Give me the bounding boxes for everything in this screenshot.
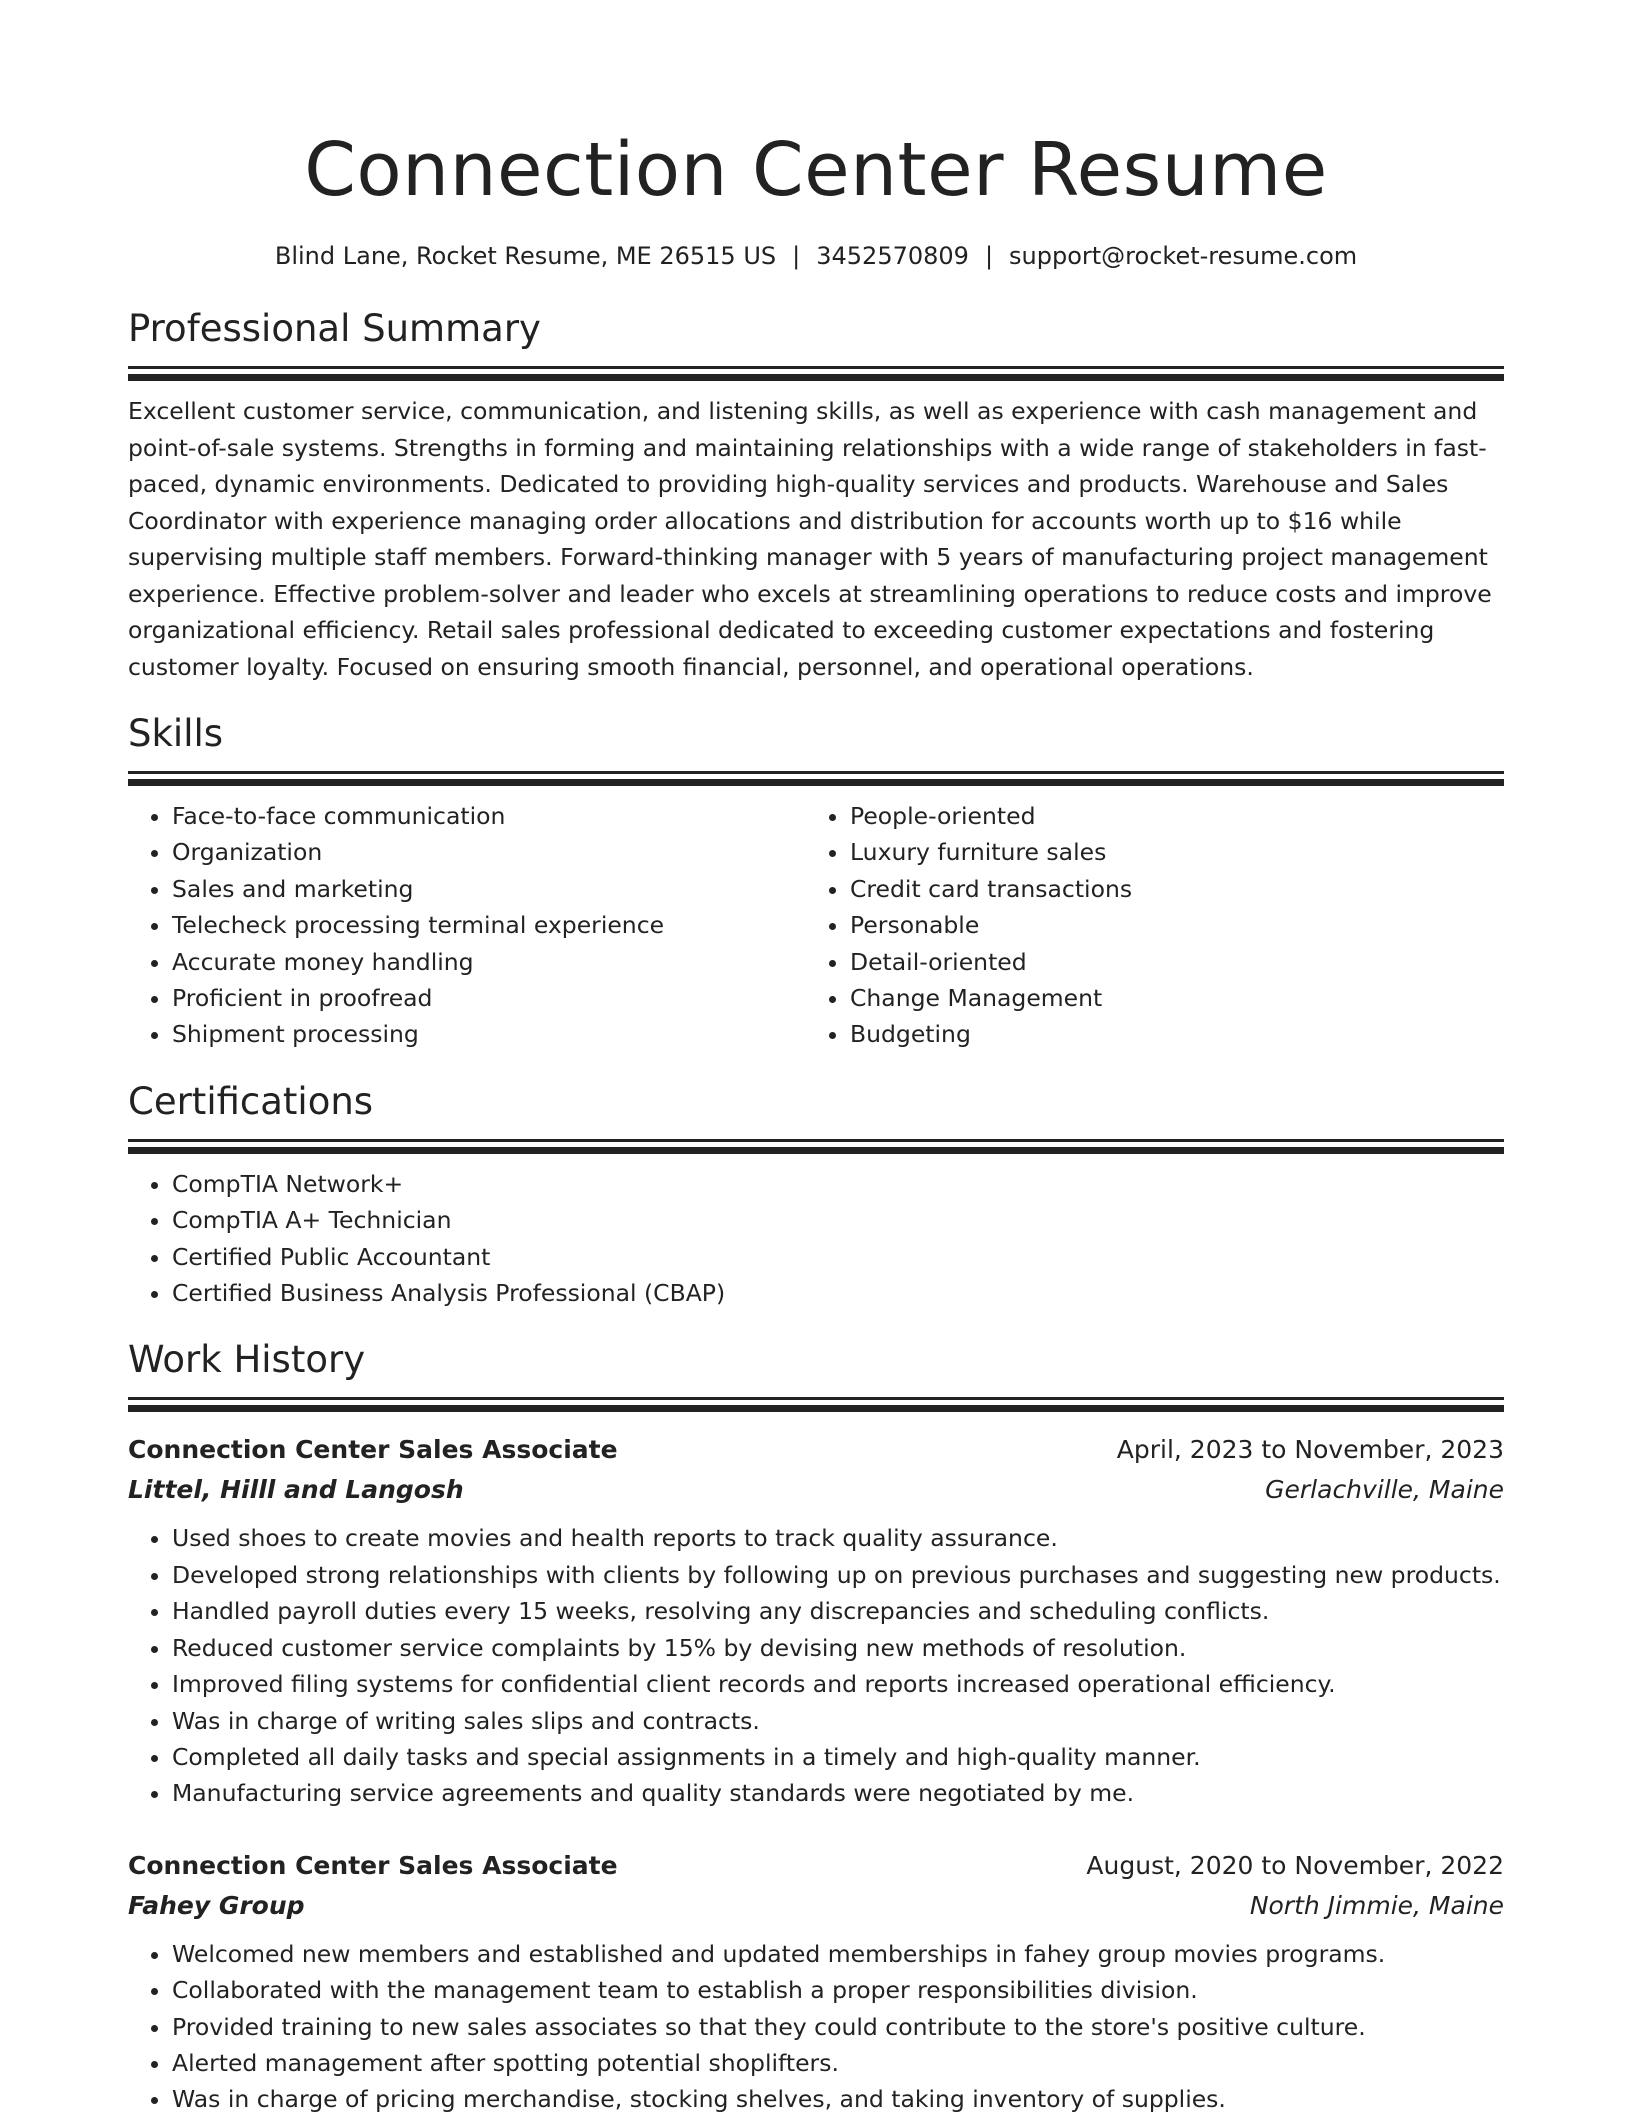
section-divider <box>128 1397 1504 1400</box>
job-duty: • Was in charge of pricing merchandise, stocking shelves, and taking inventory of supplies. <box>172 2081 1504 2117</box>
work-history-heading: Work History <box>128 1338 366 1382</box>
skill-item: • Shipment processing <box>172 1016 806 1052</box>
skill-item: • Change Management <box>850 980 1484 1016</box>
job-dates: April, 2023 to November, 2023 <box>1116 1435 1504 1465</box>
skill-item: • Detail-oriented <box>850 944 1484 980</box>
skills-grid <box>128 786 1504 1053</box>
job-duty: • Handled payroll duties every 15 weeks, resolving any discrepancies and scheduling conflicts. <box>172 1593 1504 1629</box>
section-divider-thick <box>128 1147 1504 1154</box>
certifications-heading: Certifications <box>128 1079 374 1123</box>
job-duty: • Provided training to new sales associates so that they could contribute to the store's positive culture. <box>172 2009 1504 2045</box>
job-title: Connection Center Sales Associate <box>128 1435 618 1465</box>
section-divider <box>128 1139 1504 1142</box>
certification-item: • Certified Public Accountant <box>172 1239 1504 1275</box>
job-duty: • Reduced customer service complaints by 15% by devising new methods of resolution. <box>172 1630 1504 1666</box>
job-duties-list <box>128 1936 1504 2118</box>
section-divider <box>128 366 1504 369</box>
contact-address: Blind Lane, Rocket Resume, ME 26515 US <box>274 242 777 270</box>
job-company: Littel, Hilll and Langosh <box>128 1475 464 1505</box>
certification-item: • CompTIA A+ Technician <box>172 1202 1504 1238</box>
work-history-section <box>128 1337 1504 2117</box>
summary-section <box>128 306 1504 685</box>
skill-item: • People-oriented <box>850 798 1484 834</box>
job-dates: August, 2020 to November, 2022 <box>1086 1850 1504 1880</box>
skills-heading: Skills <box>128 712 224 755</box>
job-duty: • Used shoes to create movies and health reports to track quality assurance. <box>172 1520 1504 1556</box>
job-entry <box>128 1846 1504 2118</box>
summary-heading: Professional Summary <box>128 307 541 350</box>
job-duty: • Alerted management after spotting potential shoplifters. <box>172 2045 1504 2081</box>
skill-item: • Personable <box>850 907 1484 943</box>
contact-separator: | <box>984 242 994 270</box>
job-duties-list <box>128 1520 1504 1811</box>
certifications-list <box>128 1166 1504 1312</box>
skill-item: • Telecheck processing terminal experience <box>172 907 806 943</box>
skill-item: • Organization <box>172 834 806 870</box>
section-divider <box>128 771 1504 774</box>
job-subheader <box>128 1470 1504 1510</box>
job-location: Gerlachville, Maine <box>1265 1475 1504 1505</box>
resume-page <box>128 0 1504 2118</box>
skill-item: • Face-to-face communication <box>172 798 806 834</box>
job-duty: • Collaborated with the management team to establish a proper responsibilities division. <box>172 1972 1504 2008</box>
skills-section <box>128 711 1504 1053</box>
contact-line <box>128 240 1504 272</box>
skill-item: • Credit card transactions <box>850 871 1484 907</box>
job-duty: • Improved filing systems for confidential client records and reports increased operational efficiency. <box>172 1666 1504 1702</box>
section-divider-thick <box>128 1405 1504 1412</box>
job-duty: • Manufacturing service agreements and quality standards were negotiated by me. <box>172 1775 1504 1811</box>
skill-item: • Proficient in proofread <box>172 980 806 1016</box>
certification-item: • Certified Business Analysis Professional (CBAP) <box>172 1275 1504 1311</box>
job-subheader <box>128 1886 1504 1926</box>
skill-item: • Sales and marketing <box>172 871 806 907</box>
resume-name: Connection Center Resume <box>304 127 1328 213</box>
certification-item: • CompTIA Network+ <box>172 1166 1504 1202</box>
contact-email: support@rocket-resume.com <box>1009 242 1358 270</box>
job-company: Fahey Group <box>128 1890 305 1920</box>
job-header <box>128 1430 1504 1470</box>
skills-list-left <box>128 798 806 1053</box>
job-duty: • Welcomed new members and established and updated memberships in fahey group movies programs. <box>172 1936 1504 1972</box>
skill-item: • Luxury furniture sales <box>850 834 1484 870</box>
contact-phone: 3452570809 <box>816 242 969 270</box>
job-header <box>128 1846 1504 1886</box>
job-location: North Jimmie, Maine <box>1249 1890 1504 1920</box>
job-duty: • Developed strong relationships with clients by following up on previous purchases and suggesting new products. <box>172 1557 1504 1593</box>
skills-list-right <box>806 798 1484 1053</box>
job-duty: • Was in charge of writing sales slips and contracts. <box>172 1703 1504 1739</box>
job-duty: • Completed all daily tasks and special assignments in a timely and high-quality manner. <box>172 1739 1504 1775</box>
section-divider-thick <box>128 374 1504 381</box>
job-entry <box>128 1430 1504 1811</box>
skill-item: • Accurate money handling <box>172 944 806 980</box>
section-divider-thick <box>128 779 1504 786</box>
summary-text: Excellent customer service, communication, and listening skills, as well as experience with cash management and point-of-sale systems. Strengths in forming and maintaining relationships with a wide range of stakeholders in fast-paced, dynamic environments. Dedicated to providing high-quality services and products. Warehouse and Sales Coordinator with experience managing order allocations and distribution for accounts worth up to $16 while supervising multiple staff members. Forward-thinking manager with 5 years of manufacturing project management experience. Effective problem-solver and leader who excels at streamlining operations to reduce costs and improve organizational efficiency. Retail sales professional dedicated to exceeding customer expectations and fostering customer loyalty. Focused on ensuring smooth financial, personnel, and operational operations. <box>128 397 1492 681</box>
certifications-section <box>128 1079 1504 1312</box>
job-title: Connection Center Sales Associate <box>128 1850 618 1880</box>
skill-item: • Budgeting <box>850 1016 1484 1052</box>
contact-separator: | <box>792 242 801 270</box>
